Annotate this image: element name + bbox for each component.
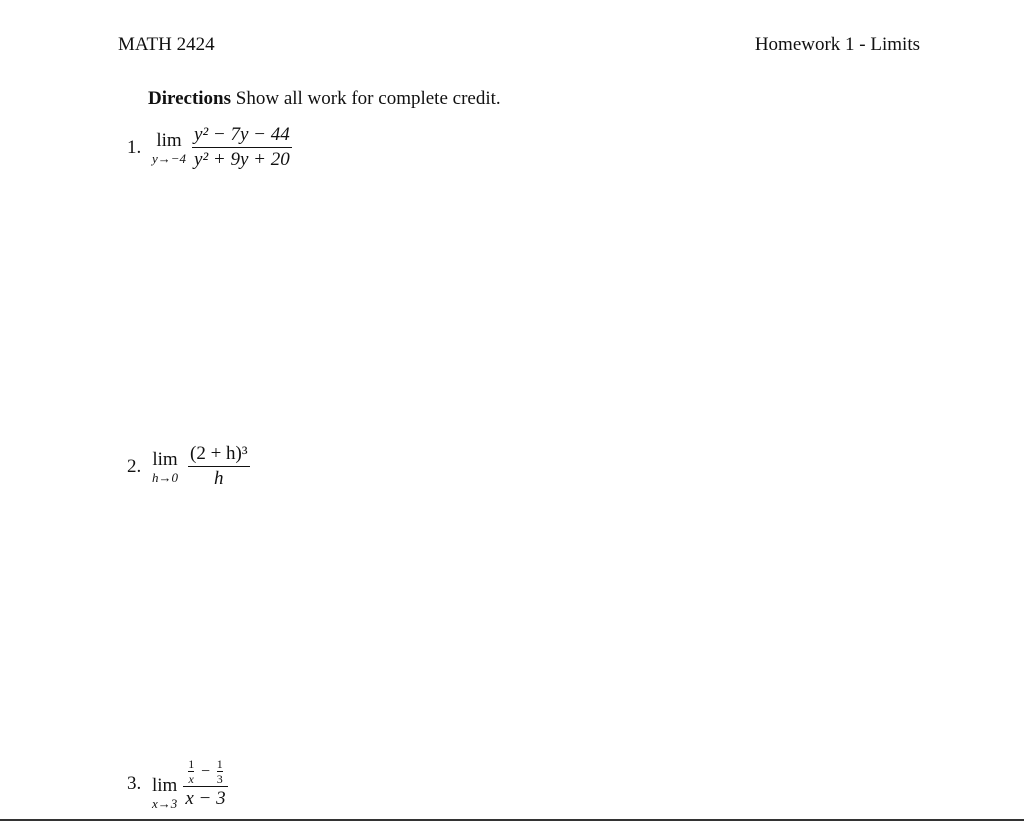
homework-title: Homework 1 - Limits — [754, 34, 920, 55]
problem-1 — [127, 124, 292, 171]
denominator: x − 3 — [185, 788, 226, 809]
small-denominator: 3 — [216, 772, 223, 786]
denominator: y² + 9y + 20 — [194, 149, 290, 170]
fraction — [188, 443, 250, 490]
lim-word: lim — [152, 448, 178, 470]
problem-number: 2. — [127, 455, 142, 477]
minus-sign: − — [200, 762, 210, 780]
course-code: MATH 2424 — [118, 34, 215, 55]
fraction — [183, 758, 227, 810]
limit-subscript: x→3 — [152, 796, 178, 811]
directions — [148, 88, 501, 110]
limit-subscript: y→−4 — [152, 150, 187, 166]
one-over-three — [217, 758, 223, 785]
lim-word: lim — [156, 129, 182, 151]
problem-number: 3. — [127, 773, 142, 794]
fraction-bar — [192, 147, 292, 148]
small-denominator: x — [188, 772, 194, 786]
one-over-x — [188, 758, 194, 785]
lim-word: lim — [152, 775, 178, 796]
limit-operator — [152, 776, 177, 810]
denominator: h — [214, 468, 224, 489]
fraction — [192, 124, 292, 171]
numerator — [184, 758, 227, 785]
page-bottom-border — [0, 819, 1024, 821]
numerator: (2 + h)³ — [190, 443, 248, 464]
small-numerator: 1 — [216, 757, 223, 771]
fraction-bar — [188, 466, 250, 467]
numerator: y² − 7y − 44 — [194, 124, 290, 145]
directions-label: Directions — [148, 88, 232, 109]
small-numerator: 1 — [188, 757, 195, 771]
limit-operator — [152, 450, 178, 484]
fraction-bar — [183, 786, 227, 787]
problem-number: 1. — [127, 136, 142, 158]
directions-text: Show all work for complete credit. — [235, 88, 501, 109]
limit-subscript: h→0 — [152, 469, 178, 485]
problem-3 — [127, 758, 228, 810]
problem-2 — [127, 443, 250, 490]
limit-operator — [152, 131, 186, 165]
